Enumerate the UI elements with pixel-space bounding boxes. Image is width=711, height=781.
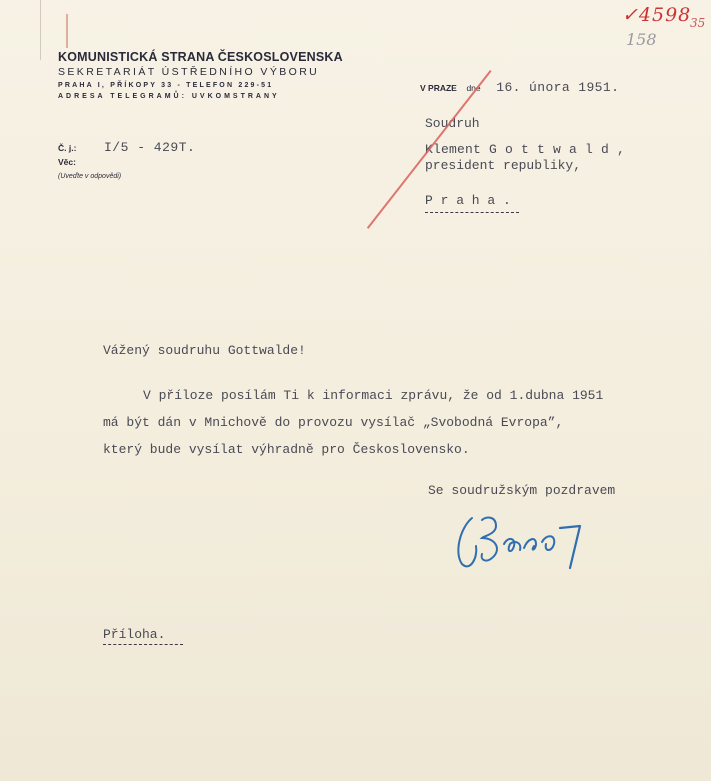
letter-paragraph [103, 382, 603, 463]
reference-number-row [58, 140, 195, 155]
paragraph-line-1: V příloze posílám Ti k informaci zprávu, že od 1.dubna 1951 [143, 388, 604, 403]
letterhead-party: KOMUNISTICKÁ STRANA ČESKOSLOVENSKA [58, 50, 343, 64]
signature-icon [452, 508, 592, 576]
letter-body [103, 343, 603, 463]
attachment-block [103, 627, 183, 645]
place-dne: dne [466, 83, 481, 93]
addressee-block [425, 116, 625, 213]
paper-crease [40, 0, 41, 60]
addressee-name: Klement G o t t w a l d , [425, 142, 626, 157]
red-registry-sub: 35 [690, 16, 706, 30]
city-underline [425, 212, 519, 213]
letter-closing: Se soudružským pozdravem [428, 483, 616, 498]
subject-label: Věc: [58, 157, 76, 167]
attachment-label: Příloha. [103, 627, 166, 642]
letterhead [58, 50, 343, 100]
red-margin-mark [66, 14, 68, 48]
letter-greeting: Vážený soudruhu Gottwalde! [103, 343, 306, 358]
reply-note: (Uveďte v odpovědi) [58, 173, 122, 180]
paragraph-line-2: má být dán v Mnichově do provozu vysílač „Svobodná Evropa”, [103, 415, 564, 430]
addressee-title: president republiky, [425, 158, 582, 173]
letter-date: 16. února 1951. [496, 80, 620, 95]
pencil-page-number: 158 [626, 30, 657, 49]
paragraph-line-3: který bude vysílat výhradně pro Československo. [103, 442, 470, 457]
letterhead-secretariat: SEKRETARIÁT ÚSTŘEDNÍHO VÝBORU [58, 66, 320, 78]
place-label: V PRAZE [420, 83, 457, 93]
attachment-underline [103, 644, 183, 645]
reference-block [58, 140, 195, 180]
addressee-city: P r a h a . [425, 193, 511, 208]
red-registry-number: ✓4598 [622, 4, 692, 26]
letterhead-telegram: ADRESA TELEGRAMŮ: UVKOMSTRANY [58, 93, 280, 100]
reference-number-value: I/5 - 429T. [104, 140, 196, 155]
letterhead-address: PRAHA I, PŘÍKOPY 33 - TELEFON 229-51 [58, 82, 274, 89]
handwritten-signature [452, 508, 592, 581]
reference-number-label: Č. j.: [58, 143, 77, 153]
place-date-line [420, 78, 619, 96]
addressee-salutation: Soudruh [425, 116, 480, 131]
